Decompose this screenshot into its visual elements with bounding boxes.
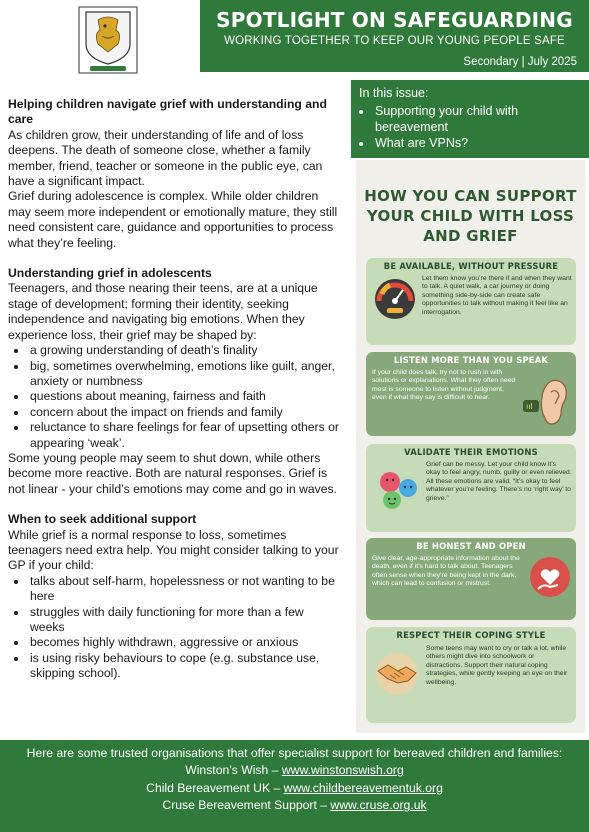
issue-item: • What are VPNs? <box>373 135 581 151</box>
card-text: Some teens may want to cry or talk a lot, while others might dive into schoolwork or distractions. Support their natural coping strategies, while gently keeping an eye on their wellbeing. <box>426 645 568 686</box>
paragraph: As children grow, their understanding of life and of loss deepens. The death of someone close, whether a family member, friend, teacher or someone in the public eye, can have a significant impact. <box>8 127 323 189</box>
paragraph: Some young people may seem to shut down, while others become more reactive. Both are natural responses. Grief is not linear - your child’s emotions may come and go in waves. <box>8 450 337 496</box>
newsletter-subtitle: WORKING TOGETHER TO KEEP OUR YOUNG PEOPLE SAFE <box>224 35 565 47</box>
infographic-title-line: AND GRIEF <box>423 227 518 245</box>
school-crest-logo <box>78 6 138 74</box>
org-name: Winston’s Wish – <box>185 763 282 778</box>
header-banner <box>200 0 589 72</box>
footer-intro: Here are some trusted organisations that offer specialist support for bereaved children and families: <box>26 746 563 760</box>
ear-icon <box>521 370 571 435</box>
paragraph: Grief during adolescence is complex. While older children may seem more independent or emotionally mature, they still need consistent care, guidance and opportunities to process what they’re feeling. <box>8 189 338 250</box>
card-title: LISTEN MORE THAN YOU SPEAK <box>393 355 549 365</box>
org-name: Child Bereavement UK – <box>146 780 284 795</box>
list-item: • is using risky behaviours to cope (e.g. substance use, skipping school). <box>28 651 340 682</box>
footer-banner <box>0 740 589 832</box>
org-link[interactable]: www.winstonswish.org <box>281 763 404 778</box>
list-item: • a growing understanding of death’s finality <box>28 343 340 358</box>
card-text: If your child does talk, try not to rush in with solutions or explanations. What they often need most is someone to listen without judgment, even if what they say is difficult to hear. <box>372 369 516 402</box>
in-this-issue-box <box>351 80 589 158</box>
card-listen <box>366 352 576 436</box>
paragraph: Teenagers, and those nearing their teens, are at a unique stage of development; forming their identity, seeking independence and navigating big emotions. When they experience loss, their grief may be shaped by: <box>8 281 318 342</box>
org-name: Cruse Bereavement Support – <box>162 798 331 813</box>
issue-date: Secondary | July 2025 <box>463 56 577 68</box>
article-column <box>8 97 340 682</box>
card-text: Grief can be messy. Let your child know it’s okay to feel angry, numb, guilty or even relieved. All these emotions are valid. “It’s okay to feel whatever you’re feeling. There’s no ‘right way’ to grieve.” <box>426 461 572 502</box>
card-honest <box>366 538 576 620</box>
svg-text:ııl: ııl <box>526 402 533 411</box>
footer-org-row <box>0 797 589 814</box>
support-infographic <box>356 160 585 733</box>
card-title: BE HONEST AND OPEN <box>416 541 526 551</box>
card-title: BE AVAILABLE, WITHOUT PRESSURE <box>383 261 559 271</box>
gauge-icon <box>372 276 418 327</box>
section-heading-support: When to seek additional support <box>8 512 197 527</box>
card-title: VALIDATE THEIR EMOTIONS <box>404 447 538 457</box>
org-link[interactable]: www.cruse.org.uk <box>330 798 427 813</box>
list-item: • concern about the impact on friends and family <box>28 405 340 420</box>
issue-item: • Supporting your child with bereavement <box>373 103 581 135</box>
card-respect <box>366 627 576 723</box>
list-item: • reluctance to share feelings for fear of upsetting others or appearing ‘weak’. <box>28 420 340 451</box>
infographic-title-line: YOUR CHILD WITH LOSS <box>366 207 575 225</box>
paragraph: While grief is a normal response to loss, sometimes teenagers need extra help. You might consider talking to your GP if your child: <box>8 527 339 573</box>
newsletter-title: SPOTLIGHT ON SAFEGUARDING <box>216 8 573 32</box>
card-validate <box>366 444 576 532</box>
list-item: • struggles with daily functioning for more than a few weeks <box>28 605 340 636</box>
heart-hand-icon <box>528 555 572 604</box>
handshake-icon <box>372 651 422 702</box>
in-this-issue-heading: In this issue: <box>359 86 429 100</box>
grief-factors-list <box>16 343 340 451</box>
card-text: Give clear, age-appropriate information about the death, even if it’s hard to talk about. Teenagers often sense when they’re being kept in the dark, which can lead to confusion or mistrust. <box>372 555 520 588</box>
list-item: • becomes highly withdrawn, aggressive or anxious <box>28 635 340 650</box>
list-item: • questions about meaning, fairness and faith <box>28 389 340 404</box>
footer-org-row <box>0 762 589 779</box>
section-heading-grief: Helping children navigate grief with understanding and care <box>8 97 327 127</box>
warning-signs-list <box>16 574 340 682</box>
card-be-available <box>366 258 576 345</box>
issue-list <box>373 103 581 151</box>
section-heading-adolescents: Understanding grief in adolescents <box>8 266 212 281</box>
list-item: • big, sometimes overwhelming, emotions like guilt, anger, anxiety or numbness <box>28 359 340 390</box>
emotions-icon <box>372 466 422 521</box>
footer-org-row <box>0 780 589 797</box>
infographic-title-line: HOW YOU CAN SUPPORT <box>364 187 577 205</box>
infographic-title <box>356 186 585 246</box>
card-title: RESPECT THEIR COPING STYLE <box>396 630 546 640</box>
card-text: Let them know you’re there if and when they want to talk. A quiet walk, a car journey or doing something side-by-side can create safe opportunities to talk without making it feel like an interrogation. <box>422 275 572 316</box>
list-item: • talks about self-harm, hopelessness or not wanting to be here <box>28 574 340 605</box>
org-link[interactable]: www.childbereavementuk.org <box>283 780 443 795</box>
